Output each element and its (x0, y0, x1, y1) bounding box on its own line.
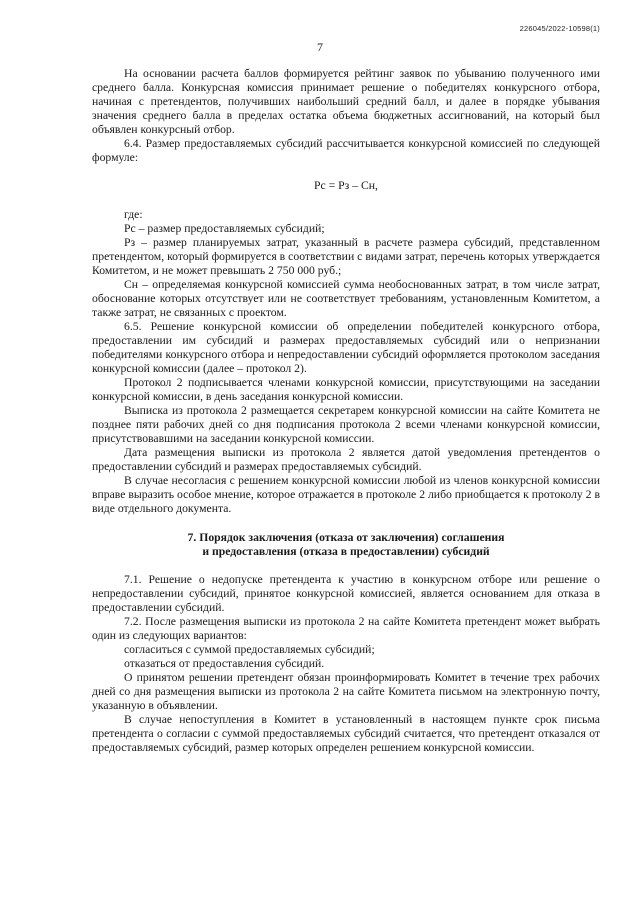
section-7-heading-line-1: 7. Порядок заключения (отказа от заключения) соглашения (187, 531, 505, 544)
paragraph-7-2: 7.2. После размещения выписки из протокола 2 на сайте Комитета претендент может выбрать один из следующих вариантов: (92, 615, 600, 642)
paragraph-rating: На основании расчета баллов формируется рейтинг заявок по убыванию полученного ими среднего балла. Конкурсная комиссия принимает решение о победителях конкурсного отбора, начиная с претендентов, получивших наибольший средний балл, и далее в порядке убывания значения среднего балла в пределах остатка объема бюджетных ассигнований, на который был объявлен конкурсный отбор. (92, 67, 600, 136)
paragraph-non-receipt: В случае непоступления в Комитет в установленный в настоящем пункте срок письма претендента о согласии с суммой предоставляемых субсидий считается, что претендент отказался от предоставляемых субсидий, размер которых определен решением конкурсной комиссии. (92, 713, 600, 754)
paragraph-inform: О принятом решении претендент обязан проинформировать Комитет в течение трех рабочих дней со дня размещения выписки из протокола 2 на сайте Комитета письмом на электронную почту, указанную в объявлении. (92, 671, 600, 712)
definition-rz: Рз – размер планируемых затрат, указанный в расчете размера субсидий, представленном претендентом, который формируется в соответствии с видами затрат, перечень которых утверждается Комитетом, и не может превышать 2 750 000 руб.; (92, 236, 600, 277)
section-7-heading (92, 531, 600, 559)
option-refuse: отказаться от предоставления субсидий. (124, 657, 325, 670)
paragraph-6-4: 6.4. Размер предоставляемых субсидий рассчитывается конкурсной комиссией по следующей формуле: (92, 137, 600, 164)
document-body (92, 67, 600, 755)
paragraph-6-5: 6.5. Решение конкурсной комиссии об определении победителей конкурсного отбора, предоставлении им субсидий и размерах предоставляемых субсидий или о непризнании победителями конкурсного отбора и непредоставлении субсидий оформляется протоколом заседания конкурсной комиссии (далее – протокол 2). (92, 320, 600, 375)
document-id: 226045/2022-10598(1) (519, 24, 600, 33)
paragraph-extract: Выписка из протокола 2 размещается секретарем конкурсной комиссии на сайте Комитета не позднее пяти рабочих дней со дня подписания протокола 2 всеми членами конкурсной комиссии, присутствовавшими на заседании конкурсной комиссии. (92, 404, 600, 445)
paragraph-dissent: В случае несогласия с решением конкурсной комиссии любой из членов конкурсной комиссии вправе выразить особое мнение, которое отражается в протоколе 2 либо приобщается к протоколу 2 в виде отдельного документа. (92, 474, 600, 515)
section-7-heading-line-2: и предоставления (отказа в предоставлении) субсидий (202, 545, 490, 558)
page-number: 7 (317, 40, 323, 54)
formula-where-label: где: (124, 208, 143, 221)
paragraph-notification-date: Дата размещения выписки из протокола 2 является датой уведомления претендентов о предоставлении субсидий и размерах предоставляемых субсидий. (92, 446, 600, 473)
definition-sn: Сн – определяемая конкурсной комиссией сумма необоснованных затрат, в том числе затрат, обоснование которых отсутствует или не соответствует требованиям, установленным Комитетом, а также затрат, не связанных с проектом. (92, 278, 600, 319)
subsidy-formula: Рс = Рз – Сн, (314, 179, 378, 192)
paragraph-protocol-2: Протокол 2 подписывается членами конкурсной комиссии, присутствующими на заседании конкурсной комиссии, в день заседания конкурсной комиссии. (92, 376, 600, 403)
definition-rs: Рс – размер предоставляемых субсидий; (124, 222, 325, 235)
paragraph-7-1: 7.1. Решение о недопуске претендента к участию в конкурсном отборе или решение о непредоставлении субсидий, принятое конкурсной комиссией, является основанием для отказа в предоставлении субсидий. (92, 573, 600, 614)
option-agree: согласиться с суммой предоставляемых субсидий; (124, 643, 375, 656)
